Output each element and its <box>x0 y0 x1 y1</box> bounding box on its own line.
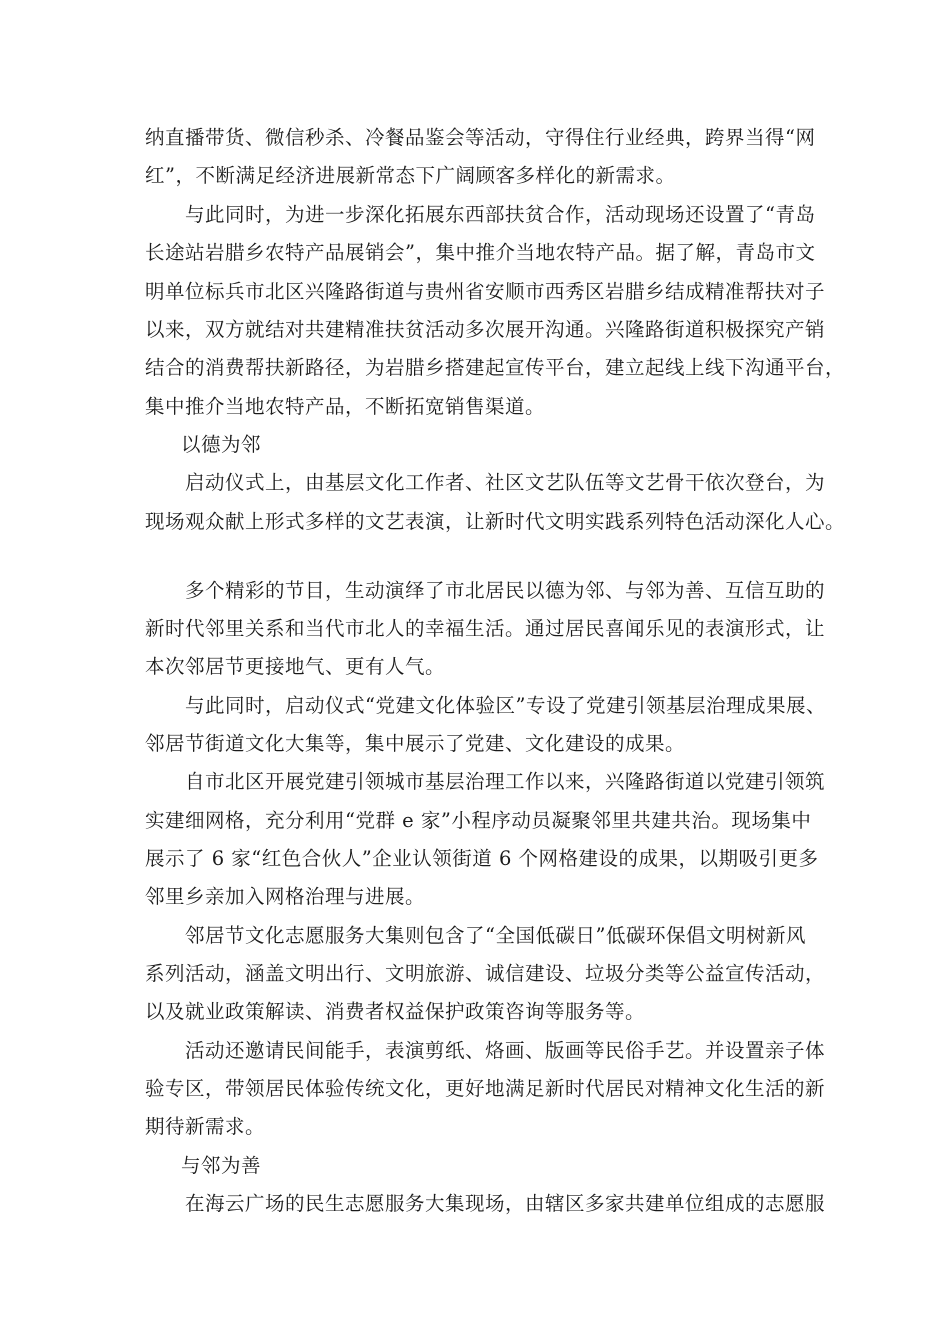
text-line: 新时代邻里关系和当代市北人的幸福生活。通过居民喜闻乐见的表演形式，让 <box>145 617 826 640</box>
text-line: 结合的消费帮扶新路径，为岩腊乡搭建起宣传平台，建立起线上线下沟通平台， <box>145 356 846 379</box>
text-line: 自市北区开展党建引领城市基层治理工作以来，兴隆路街道以党建引领筑 <box>185 770 826 793</box>
text-line: 以及就业政策解读、消费者权益保护政策咨询等服务等。 <box>145 1000 646 1023</box>
text-line: 长途站岩腊乡农特产品展销会”，集中推介当地农特产品。据了解，青岛市文 <box>145 241 816 264</box>
text-line: 活动还邀请民间能手，表演剪纸、烙画、版画等民俗手艺。并设置亲子体 <box>185 1039 826 1062</box>
text-line: 与此同时，为进一步深化拓展东西部扶贫合作，活动现场还设置了“青岛 <box>185 203 816 226</box>
text-line: 集中推介当地农特产品，不断拓宽销售渠道。 <box>145 395 546 418</box>
text-line: 期待新需求。 <box>145 1115 266 1138</box>
section-heading: 与邻为善 <box>181 1154 262 1177</box>
text-line: 红”，不断满足经济进展新常态下广阔顾客多样化的新需求。 <box>145 164 676 187</box>
text-line: 现场观众献上形式多样的文艺表演，让新时代文明实践系列特色活动深化人心。 <box>145 510 846 533</box>
text-line: 在海云广场的民生志愿服务大集现场，由辖区多家共建单位组成的志愿服 <box>185 1192 826 1215</box>
text-line: 以来，双方就结对共建精准扶贫活动多次展开沟通。兴隆路街道积极探究产销 <box>145 318 826 341</box>
text-line: 实建细网格，充分利用“党群 e 家”小程序动员凝聚邻里共建共治。现场集中 <box>145 809 812 832</box>
text-line: 纳直播带货、微信秒杀、冷餐品鉴会等活动，守得住行业经典，跨界当得“网 <box>145 126 816 149</box>
text-line: 邻居节街道文化大集等，集中展示了党建、文化建设的成果。 <box>145 732 686 755</box>
text-line: 本次邻居节更接地气、更有人气。 <box>145 655 446 678</box>
text-line: 邻居节文化志愿服务大集则包含了“全国低碳日”低碳环保倡文明树新风 <box>185 924 806 947</box>
text-line: 展示了 6 家“红色合伙人”企业认领街道 6 个网格建设的成果，以期吸引更多 <box>145 847 819 870</box>
text-line: 启动仪式上，由基层文化工作者、社区文艺队伍等文艺骨干依次登台，为 <box>185 471 826 494</box>
text-line: 验专区，带领居民体验传统文化，更好地满足新时代居民对精神文化生活的新 <box>145 1077 826 1100</box>
section-heading: 以德为邻 <box>181 433 262 456</box>
text-line: 系列活动，涵盖文明出行、文明旅游、诚信建设、垃圾分类等公益宣传活动， <box>145 962 826 985</box>
text-line: 多个精彩的节目，生动演绎了市北居民以德为邻、与邻为善、互信互助的 <box>185 579 826 602</box>
text-line: 邻里乡亲加入网格治理与进展。 <box>145 885 426 908</box>
text-line: 与此同时，启动仪式“党建文化体验区”专设了党建引领基层治理成果展、 <box>185 694 826 717</box>
text-line: 明单位标兵市北区兴隆路街道与贵州省安顺市西秀区岩腊乡结成精准帮扶对子 <box>145 280 826 303</box>
